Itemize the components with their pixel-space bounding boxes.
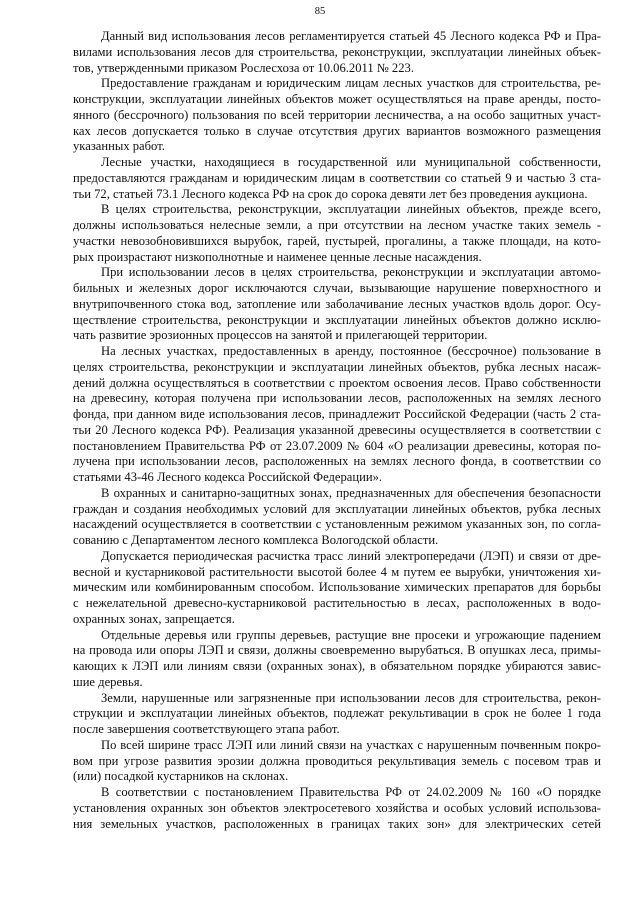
text-line: на провода или опоры ЛЭП и связи, должны своевременно вырубаться. В опушках леса, примы- [73, 643, 601, 658]
text-line: рых произрастают низкополнотные и наименее ценные лесные насаждения. [73, 249, 482, 264]
paragraph [73, 265, 601, 344]
text-line: Земли, нарушенные или загрязненные при использовании лесов для строительства, рекон- [101, 690, 601, 705]
text-line: с нежелательной древесно-кустарниковой растительностью в лесах, расположенных в водо- [73, 596, 601, 610]
text-line: струкции и эксплуатации линейных объектов, подлежат рекультивации в срок не более 1 года [73, 706, 601, 721]
text-line: фонда, при данном виде использования лесов, принадлежит Российской Федерации (часть 2 ста- [73, 407, 601, 421]
paragraph [73, 628, 601, 691]
text-line: Лесные участки, находящиеся в государственной или муниципальной собственности, [101, 155, 601, 169]
text-line: должны использоваться нелесные земли, а при отсутствии на лесном участке таких земель - [73, 218, 601, 232]
text-line: целях строительства, реконструкции и эксплуатации линейных объектов, рубка лесных насаж- [73, 359, 601, 374]
text-line: установления охранных зон объектов электросетевого хозяйства и особых условий использова- [73, 800, 601, 815]
text-line: внутрипочвенного стока вод, затопление или заболачивание лесных участков вдоль дорог. Осу- [73, 296, 601, 311]
text-line: мическим или комбинированным способом. Использование химических препаратов для борьбы [73, 580, 601, 595]
text-line: тов, утвержденными приказом Рослесхоза от 10.06.2011 № 223. [73, 60, 414, 75]
text-line: предоставляются гражданам и юридическим лицам в соответствии со статьей 9 и частью 3 ста- [73, 170, 601, 185]
document-body [73, 29, 601, 832]
text-line: В соответствии с постановлением Правительства РФ от 24.02.2009 № 160 «О порядке [101, 785, 601, 799]
text-line: Предоставление гражданам и юридическим лицам лесных участков для строительства, ре- [101, 76, 601, 91]
text-line: ках лесов допускается только в случае отсутствия других вариантов возможного размещения [73, 123, 601, 138]
text-line: В целях строительства, реконструкции, эксплуатации линейных объектов, прежде всего, [101, 202, 601, 217]
paragraph [73, 76, 601, 155]
text-line: сованию с Департаментом лесного комплекса Вологодской области. [73, 533, 439, 547]
paragraph [73, 486, 601, 549]
text-line: тьи 20 Лесного кодекса РФ). Реализация указанной древесины осуществляется в соответствии с [73, 422, 601, 437]
text-line: граждан и создания необходимых условий для эксплуатации линейных объектов, рубка лесных [73, 501, 601, 516]
text-line: По всей ширине трасс ЛЭП или линий связи на участках с нарушенным почвенным покро- [101, 737, 601, 752]
text-line: конструкции, эксплуатации линейных объектов может осуществляться на праве аренды, посто- [73, 92, 601, 106]
text-line: чать развитие эрозионных процессов на занятой и прилегающей территории. [73, 328, 488, 343]
paragraph [73, 155, 601, 202]
text-line: насаждений осуществляется в соответствии с установленным режимом указанных зон, по согла- [73, 517, 601, 532]
text-line: постановлением Правительства РФ от 23.07.2009 № 604 «О реализации древесины, которая по- [73, 438, 601, 453]
text-line: вилами использования лесов для строительства, реконструкции, эксплуатации линейных объек- [73, 44, 601, 59]
text-line: охранных зонах, запрещается. [73, 611, 235, 626]
paragraph [73, 344, 601, 486]
paragraph [73, 785, 601, 832]
page-number: 85 [314, 6, 326, 17]
text-line: после завершения соответствующего этапа работ. [73, 722, 340, 736]
text-line: кающих к ЛЭП или линиям связи (охранных зонах), в обязательном порядке убираются завис- [73, 659, 601, 673]
text-line: шие деревья. [73, 674, 143, 689]
text-line: вом при угрозе развития эрозии должна проводиться рекультивация земель с посевом трав и [73, 753, 601, 768]
text-line: указанных работ. [73, 139, 165, 154]
text-line: участки невозобновившихся вырубок, гарей, пустырей, прогалины, а также площади, на кото- [73, 233, 601, 248]
text-line: ния земельных участков, расположенных в границах таких зон» для электрических сетей [73, 816, 601, 831]
text-line: На лесных участках, предоставленных в аренду, постоянное (бессрочное) пользование в [101, 344, 601, 358]
text-line: лучена при использовании лесов, расположенных на землях лесного фонда, в соответствии со [73, 454, 601, 469]
text-line: Отдельные деревья или группы деревьев, растущие вне просеки и угрожающие падением [101, 627, 601, 642]
text-line: дений должна осуществляться в соответствии с проектом освоения лесов. Право собственности [73, 375, 601, 390]
text-line: При использовании лесов в целях строительства, реконструкции и эксплуатации автомо- [101, 265, 601, 280]
text-line: весной и кустарниковой растительности высотой более 4 м путем ее вырубки, уничтожения хи- [73, 564, 601, 579]
text-line: тьи 72, статьей 73.1 Лесного кодекса РФ на срок до сорока девяти лет без проведения аукциона. [73, 186, 588, 201]
paragraph [73, 549, 601, 628]
text-line: бильных и железных дорог исключаются случаи, вызывающие нарушение поверхностного и [73, 281, 601, 295]
text-line: Допускается периодическая расчистка трасс линий электропередачи (ЛЭП) и связи от дре- [101, 548, 601, 563]
text-line: Данный вид использования лесов регламентируется статьей 45 Лесного кодекса РФ и Пра- [101, 29, 601, 43]
paragraph [73, 29, 601, 76]
text-line: В охранных и санитарно-защитных зонах, предназначенных для обеспечения безопасности [101, 485, 601, 500]
paragraph [73, 691, 601, 738]
text-line: янного (бессрочного) пользования по всей территории лесничества, а на особо защитных участ- [73, 107, 601, 122]
text-line: статьями 43-46 Лесного кодекса Российской Федерации». [73, 470, 383, 484]
text-line: на древесину, которая получена при использовании лесов, расположенных на землях лесного [73, 391, 601, 406]
text-line: ществление строительства, реконструкции и эксплуатации линейных объектов должно исклю- [73, 312, 601, 327]
paragraph [73, 738, 601, 785]
text-line: (или) посадкой кустарников на склонах. [73, 769, 289, 784]
paragraph [73, 202, 601, 265]
